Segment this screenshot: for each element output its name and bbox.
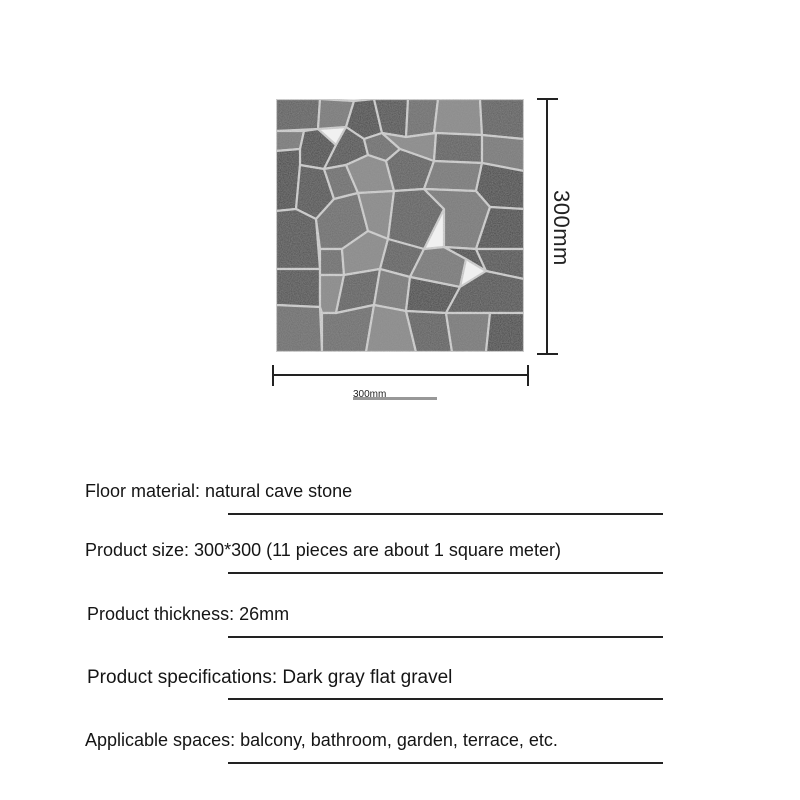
spec-underline (228, 572, 663, 574)
stone-mosaic-svg (276, 99, 524, 352)
stone-piece (276, 305, 322, 352)
spec-size-text: Product size: 300*300 (11 pieces are about 1 square meter) (85, 540, 561, 560)
stone-piece (434, 133, 482, 163)
spec-row-thickness (0, 601, 800, 641)
spec-underline (228, 513, 663, 515)
stone-piece (320, 249, 344, 275)
width-dimension-label: 300mm (353, 389, 387, 400)
height-dimension-cap-top (537, 98, 558, 100)
stone-piece (446, 313, 490, 352)
spec-row-specifications (0, 664, 800, 704)
stone-piece (480, 99, 524, 139)
stone-piece (434, 99, 482, 135)
height-dimension-cap-bottom (537, 353, 558, 355)
stone-piece (374, 269, 410, 311)
spec-underline (228, 698, 663, 700)
spec-underline (228, 762, 663, 764)
spec-specifications-text: Product specifications: Dark gray flat gravel (87, 667, 453, 688)
stone-piece (276, 269, 320, 307)
width-dimension-cap-left (272, 365, 274, 386)
width-dimension-cap-right (527, 365, 529, 386)
stone-tile-image (276, 99, 524, 352)
spec-row-size (0, 537, 800, 577)
spec-row-material (0, 478, 800, 518)
spec-underline (228, 636, 663, 638)
spec-material-text: Floor material: natural cave stone (85, 481, 353, 501)
height-dimension-label: 300mm (549, 190, 574, 266)
stone-piece (486, 313, 524, 352)
stone-piece (276, 99, 320, 131)
width-dimension-line (273, 374, 529, 376)
spec-row-applicable-spaces (0, 727, 800, 767)
width-dimension-ghost-text (353, 397, 437, 406)
stone-piece (276, 209, 320, 269)
spec-thickness-text: Product thickness: 26mm (87, 604, 290, 624)
spec-applicable-text: Applicable spaces: balcony, bathroom, garden, terrace, etc. (85, 730, 558, 750)
stone-piece (424, 161, 482, 191)
